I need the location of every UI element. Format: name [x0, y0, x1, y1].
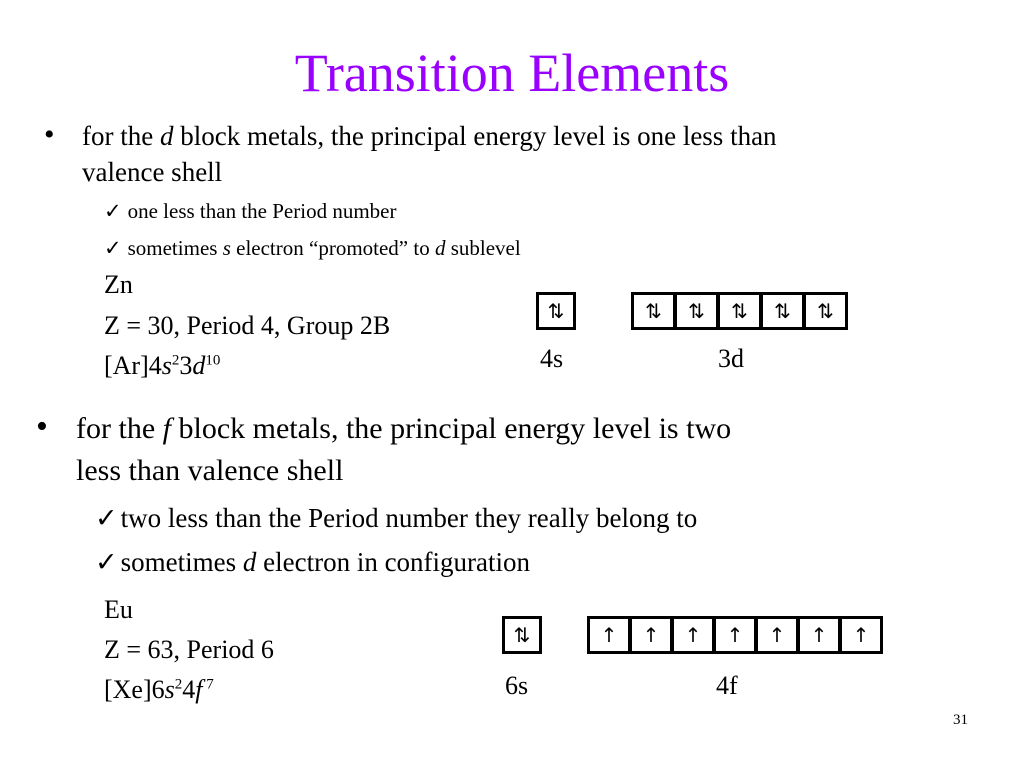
bullet-d-italic: d	[159, 121, 174, 151]
eu-config-s: s	[164, 675, 175, 704]
eu-config	[104, 673, 214, 706]
eu-config-n: 4	[182, 675, 196, 704]
sub-f-2-text-a: sometimes	[120, 547, 243, 577]
eu-6s-orbital	[502, 616, 540, 654]
orbital-box: ⇅	[502, 616, 542, 654]
bullet-d: •	[44, 118, 55, 151]
orbital-box: ⇅	[631, 292, 676, 330]
zn-4s-orbital	[536, 292, 574, 330]
bullet-d-text-b: block metals, the principal energy level is one less than	[173, 121, 777, 151]
sub-d-2-text-c: sublevel	[445, 236, 521, 260]
bullet-f-line2: less than valence shell	[76, 454, 344, 487]
orbital-box: ↑	[713, 616, 757, 654]
zn-3d-orbitals	[631, 292, 846, 330]
orbital-box: ⇅	[717, 292, 762, 330]
slide-title: Transition Elements	[294, 43, 730, 103]
orbital-box: ⇅	[536, 292, 576, 330]
eu-4f-orbitals	[587, 616, 881, 654]
zn-z-line: Z = 30, Period 4, Group 2B	[104, 311, 391, 340]
zn-config-n: 3	[179, 351, 193, 380]
orbital-box: ⇅	[674, 292, 719, 330]
orbital-box: ↑	[839, 616, 883, 654]
orbital-box: ⇅	[760, 292, 805, 330]
page-number: 31	[953, 712, 968, 728]
orbital-box: ↑	[587, 616, 631, 654]
check-icon: ✓	[95, 547, 118, 577]
sub-d-2-italic2: d	[434, 236, 446, 260]
bullet-d-text-a: for the	[82, 121, 160, 151]
eu-4f-label: 4f	[716, 671, 738, 700]
bullet-d-line1	[82, 118, 777, 154]
eu-z-line: Z = 63, Period 6	[104, 635, 274, 664]
sub-d-2-italic: s	[222, 236, 231, 260]
check-icon: ✓	[95, 503, 118, 533]
sub-d-1-text: one less than the Period number	[127, 199, 397, 223]
orbital-box: ↑	[629, 616, 673, 654]
eu-config-s-exp: 2	[174, 676, 183, 693]
zn-config-s-exp: 2	[171, 352, 180, 369]
zn-config-core: [Ar]4	[104, 351, 162, 380]
eu-config-core: [Xe]6	[104, 675, 165, 704]
bullet-f-italic: f	[162, 412, 171, 445]
orbital-box: ⇅	[803, 292, 848, 330]
bullet-f-text-b: block metals, the principal energy level is two	[170, 412, 732, 445]
zn-element: Zn	[104, 270, 133, 299]
zn-config-d-exp: 10	[205, 352, 221, 369]
eu-element: Eu	[104, 595, 133, 624]
orbital-box: ↑	[755, 616, 799, 654]
zn-3d-label: 3d	[718, 344, 744, 373]
sub-d-2-text-b: electron “promoted” to	[230, 236, 435, 260]
bullet-f-text-a: for the	[76, 412, 163, 445]
zn-config	[104, 349, 220, 382]
bullet-d-line2: valence shell	[82, 157, 223, 187]
sub-f-1	[95, 503, 697, 534]
check-icon: ✓	[104, 199, 122, 223]
sub-f-1-text: two less than the Period number they really belong to	[120, 503, 698, 533]
orbital-box: ↑	[671, 616, 715, 654]
sub-d-2	[104, 236, 521, 261]
check-icon: ✓	[104, 236, 122, 260]
zn-4s-label: 4s	[540, 344, 564, 373]
bullet-f: •	[36, 408, 48, 445]
sub-f-2-italic: d	[242, 547, 257, 577]
eu-config-f: f	[195, 675, 203, 704]
orbital-box: ↑	[797, 616, 841, 654]
sub-d-1	[104, 199, 396, 224]
sub-d-2-text-a: sometimes	[127, 236, 223, 260]
bullet-f-line1	[76, 408, 731, 450]
eu-config-f-exp: 7	[202, 676, 214, 693]
sub-f-2-text-b: electron in configuration	[256, 547, 531, 577]
sub-f-2	[95, 547, 530, 578]
eu-6s-label: 6s	[505, 671, 529, 700]
zn-config-s: s	[161, 351, 172, 380]
zn-config-d: d	[192, 351, 206, 380]
